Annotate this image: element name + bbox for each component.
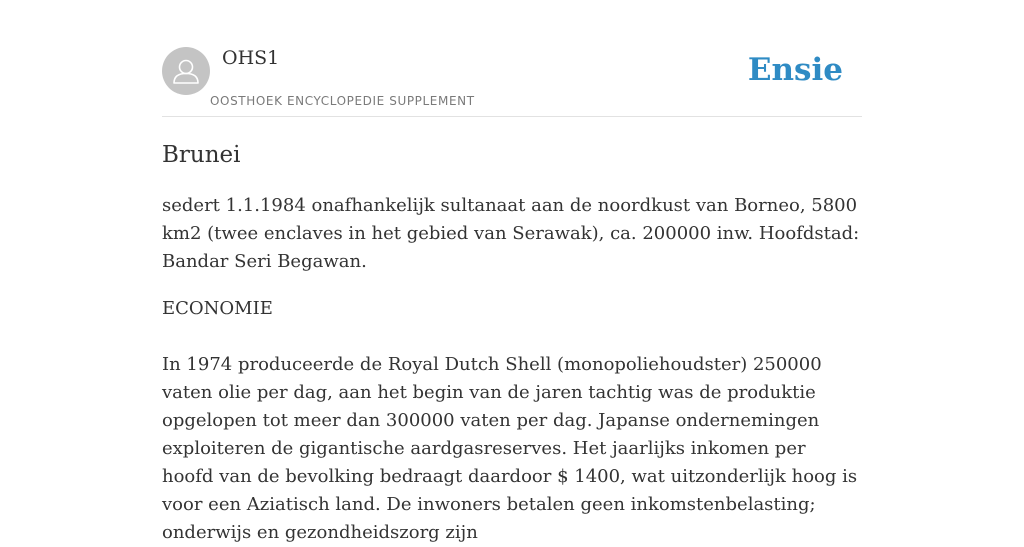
ensie-logo[interactable]: Ensie bbox=[747, 52, 843, 88]
page-title: Brunei bbox=[162, 142, 241, 168]
article-intro: sedert 1.1.1984 onafhankelijk sultanaat aan de noordkust van Borneo, 5800 km2 (twee enclaves in het gebied van Serawak), ca. 200000 inw. Hoofdstad: Bandar Seri Begawan. bbox=[162, 195, 860, 272]
source-name[interactable]: OOSTHOEK ENCYCLOPEDIE SUPPLEMENT bbox=[210, 94, 475, 108]
section-heading: ECONOMIE bbox=[162, 298, 273, 319]
user-icon bbox=[162, 47, 210, 95]
article-container bbox=[162, 0, 862, 543]
article-section-text: In 1974 produceerde de Royal Dutch Shell (monopoliehoudster) 250000 vaten olie per dag, aan het begin van de jaren tachtig was de produktie opgelopen tot meer dan 300000 vaten per dag. Japanse ondernemingen exploiteren de gigantische aardgasreserves. Het jaarlijks inkomen per hoofd van de bevolking bedraagt daardoor $ 1400, wat uitzonderlijk hoog is voor een Aziatisch land. De inwoners betalen geen inkomstenbelasting; onderwijs en gezondheidszorg zijn bbox=[162, 354, 858, 543]
avatar[interactable] bbox=[162, 47, 210, 95]
source-code[interactable]: OHS1 bbox=[222, 47, 280, 69]
source-header bbox=[162, 0, 862, 117]
